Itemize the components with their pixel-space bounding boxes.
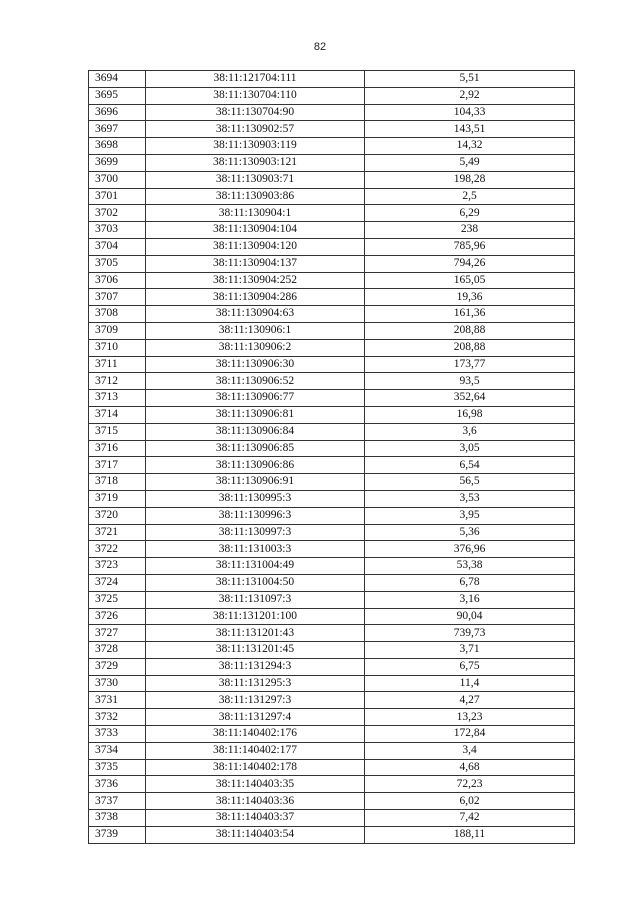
table-row	[89, 289, 575, 306]
cadastral-number-cell: 38:11:140403:37	[146, 810, 365, 827]
area-value-cell: 794,26	[365, 255, 575, 272]
cadastral-number-cell: 38:11:130904:252	[146, 272, 365, 289]
table-row	[89, 675, 575, 692]
cadastral-number-cell: 38:11:130903:86	[146, 188, 365, 205]
row-number-cell: 3699	[89, 154, 146, 171]
area-value-cell: 7,42	[365, 810, 575, 827]
table-row	[89, 104, 575, 121]
area-value-cell: 19,36	[365, 289, 575, 306]
row-number-cell: 3723	[89, 558, 146, 575]
row-number-cell: 3713	[89, 390, 146, 407]
area-value-cell: 104,33	[365, 104, 575, 121]
table-row	[89, 138, 575, 155]
cadastral-number-cell: 38:11:131003:3	[146, 541, 365, 558]
row-number-cell: 3725	[89, 591, 146, 608]
table-row	[89, 759, 575, 776]
cadastral-number-cell: 38:11:131097:3	[146, 591, 365, 608]
area-value-cell: 6,75	[365, 658, 575, 675]
area-value-cell: 376,96	[365, 541, 575, 558]
cadastral-number-cell: 38:11:131201:45	[146, 642, 365, 659]
area-value-cell: 352,64	[365, 390, 575, 407]
row-number-cell: 3729	[89, 658, 146, 675]
row-number-cell: 3736	[89, 776, 146, 793]
cadastral-number-cell: 38:11:140402:177	[146, 742, 365, 759]
area-value-cell: 143,51	[365, 121, 575, 138]
table-row	[89, 390, 575, 407]
area-value-cell: 161,36	[365, 306, 575, 323]
row-number-cell: 3701	[89, 188, 146, 205]
row-number-cell: 3698	[89, 138, 146, 155]
table-row	[89, 423, 575, 440]
row-number-cell: 3720	[89, 507, 146, 524]
cadastral-number-cell: 38:11:130903:121	[146, 154, 365, 171]
table-row	[89, 726, 575, 743]
area-value-cell: 6,54	[365, 457, 575, 474]
cadastral-number-cell: 38:11:131297:4	[146, 709, 365, 726]
area-value-cell: 3,95	[365, 507, 575, 524]
table-row	[89, 507, 575, 524]
table-row	[89, 625, 575, 642]
area-value-cell: 53,38	[365, 558, 575, 575]
cadastral-number-cell: 38:11:130904:137	[146, 255, 365, 272]
cadastral-number-cell: 38:11:130904:286	[146, 289, 365, 306]
table-row	[89, 810, 575, 827]
row-number-cell: 3717	[89, 457, 146, 474]
area-value-cell: 4,68	[365, 759, 575, 776]
area-value-cell: 13,23	[365, 709, 575, 726]
table-row	[89, 222, 575, 239]
table-row	[89, 541, 575, 558]
row-number-cell: 3718	[89, 474, 146, 491]
cadastral-number-cell: 38:11:130906:30	[146, 356, 365, 373]
cadastral-number-cell: 38:11:140403:36	[146, 793, 365, 810]
row-number-cell: 3694	[89, 71, 146, 88]
row-number-cell: 3722	[89, 541, 146, 558]
cadastral-number-cell: 38:11:140403:35	[146, 776, 365, 793]
table-row	[89, 87, 575, 104]
row-number-cell: 3738	[89, 810, 146, 827]
area-value-cell: 5,49	[365, 154, 575, 171]
table-row	[89, 238, 575, 255]
table-row	[89, 71, 575, 88]
table-row	[89, 373, 575, 390]
row-number-cell: 3700	[89, 171, 146, 188]
table-row	[89, 742, 575, 759]
cadastral-number-cell: 38:11:140403:54	[146, 826, 365, 843]
cadastral-number-cell: 38:11:131297:3	[146, 692, 365, 709]
cadastral-number-cell: 38:11:131201:100	[146, 608, 365, 625]
row-number-cell: 3712	[89, 373, 146, 390]
area-value-cell: 172,84	[365, 726, 575, 743]
row-number-cell: 3735	[89, 759, 146, 776]
cadastral-number-cell: 38:11:121704:111	[146, 71, 365, 88]
row-number-cell: 3695	[89, 87, 146, 104]
area-value-cell: 2,92	[365, 87, 575, 104]
table-row	[89, 776, 575, 793]
cadastral-number-cell: 38:11:130906:52	[146, 373, 365, 390]
cadastral-table	[88, 70, 575, 844]
area-value-cell: 2,5	[365, 188, 575, 205]
table-row	[89, 440, 575, 457]
area-value-cell: 6,02	[365, 793, 575, 810]
area-value-cell: 739,73	[365, 625, 575, 642]
table-row	[89, 608, 575, 625]
area-value-cell: 6,78	[365, 574, 575, 591]
cadastral-number-cell: 38:11:131294:3	[146, 658, 365, 675]
cadastral-number-cell: 38:11:130904:63	[146, 306, 365, 323]
row-number-cell: 3737	[89, 793, 146, 810]
cadastral-number-cell: 38:11:130906:85	[146, 440, 365, 457]
row-number-cell: 3728	[89, 642, 146, 659]
area-value-cell: 72,23	[365, 776, 575, 793]
row-number-cell: 3706	[89, 272, 146, 289]
area-value-cell: 16,98	[365, 406, 575, 423]
cadastral-number-cell: 38:11:140402:178	[146, 759, 365, 776]
table-row	[89, 188, 575, 205]
cadastral-number-cell: 38:11:140402:176	[146, 726, 365, 743]
cadastral-number-cell: 38:11:130904:1	[146, 205, 365, 222]
row-number-cell: 3726	[89, 608, 146, 625]
row-number-cell: 3732	[89, 709, 146, 726]
area-value-cell: 785,96	[365, 238, 575, 255]
cadastral-number-cell: 38:11:130906:1	[146, 322, 365, 339]
cadastral-number-cell: 38:11:130906:81	[146, 406, 365, 423]
row-number-cell: 3724	[89, 574, 146, 591]
area-value-cell: 4,27	[365, 692, 575, 709]
table-row	[89, 826, 575, 843]
table-row	[89, 205, 575, 222]
row-number-cell: 3730	[89, 675, 146, 692]
row-number-cell: 3707	[89, 289, 146, 306]
table-row	[89, 642, 575, 659]
area-value-cell: 56,5	[365, 474, 575, 491]
table-row	[89, 457, 575, 474]
table-row	[89, 474, 575, 491]
cadastral-number-cell: 38:11:130903:71	[146, 171, 365, 188]
row-number-cell: 3714	[89, 406, 146, 423]
area-value-cell: 11,4	[365, 675, 575, 692]
cadastral-number-cell: 38:11:130906:2	[146, 339, 365, 356]
table-row	[89, 255, 575, 272]
area-value-cell: 6,29	[365, 205, 575, 222]
area-value-cell: 208,88	[365, 339, 575, 356]
row-number-cell: 3711	[89, 356, 146, 373]
table-row	[89, 709, 575, 726]
area-value-cell: 3,05	[365, 440, 575, 457]
row-number-cell: 3710	[89, 339, 146, 356]
table-row	[89, 558, 575, 575]
area-value-cell: 188,11	[365, 826, 575, 843]
cadastral-number-cell: 38:11:131004:49	[146, 558, 365, 575]
row-number-cell: 3721	[89, 524, 146, 541]
row-number-cell: 3719	[89, 490, 146, 507]
cadastral-number-cell: 38:11:130902:57	[146, 121, 365, 138]
area-value-cell: 3,71	[365, 642, 575, 659]
row-number-cell: 3727	[89, 625, 146, 642]
table-body	[89, 71, 575, 844]
table-row	[89, 406, 575, 423]
row-number-cell: 3709	[89, 322, 146, 339]
area-value-cell: 93,5	[365, 373, 575, 390]
row-number-cell: 3733	[89, 726, 146, 743]
cadastral-number-cell: 38:11:130906:86	[146, 457, 365, 474]
area-value-cell: 5,51	[365, 71, 575, 88]
table-row	[89, 171, 575, 188]
page-number: 82	[313, 41, 327, 53]
cadastral-number-cell: 38:11:130704:90	[146, 104, 365, 121]
table-row	[89, 306, 575, 323]
table-row	[89, 272, 575, 289]
row-number-cell: 3734	[89, 742, 146, 759]
cadastral-number-cell: 38:11:131004:50	[146, 574, 365, 591]
table-row	[89, 490, 575, 507]
row-number-cell: 3702	[89, 205, 146, 222]
area-value-cell: 165,05	[365, 272, 575, 289]
row-number-cell: 3739	[89, 826, 146, 843]
cadastral-number-cell: 38:11:130906:91	[146, 474, 365, 491]
cadastral-number-cell: 38:11:130904:120	[146, 238, 365, 255]
table-row	[89, 793, 575, 810]
area-value-cell: 3,6	[365, 423, 575, 440]
cadastral-number-cell: 38:11:130704:110	[146, 87, 365, 104]
cadastral-number-cell: 38:11:130995:3	[146, 490, 365, 507]
table-row	[89, 574, 575, 591]
table-row	[89, 591, 575, 608]
cadastral-number-cell: 38:11:130903:119	[146, 138, 365, 155]
row-number-cell: 3708	[89, 306, 146, 323]
cadastral-number-cell: 38:11:131201:43	[146, 625, 365, 642]
area-value-cell: 208,88	[365, 322, 575, 339]
cadastral-number-cell: 38:11:130997:3	[146, 524, 365, 541]
table-row	[89, 339, 575, 356]
table-row	[89, 356, 575, 373]
table-row	[89, 121, 575, 138]
area-value-cell: 3,4	[365, 742, 575, 759]
table-row	[89, 658, 575, 675]
cadastral-number-cell: 38:11:130996:3	[146, 507, 365, 524]
area-value-cell: 238	[365, 222, 575, 239]
table-row	[89, 692, 575, 709]
row-number-cell: 3696	[89, 104, 146, 121]
area-value-cell: 5,36	[365, 524, 575, 541]
area-value-cell: 3,16	[365, 591, 575, 608]
row-number-cell: 3715	[89, 423, 146, 440]
cadastral-number-cell: 38:11:130906:84	[146, 423, 365, 440]
cadastral-number-cell: 38:11:131295:3	[146, 675, 365, 692]
row-number-cell: 3704	[89, 238, 146, 255]
area-value-cell: 14,32	[365, 138, 575, 155]
cadastral-number-cell: 38:11:130906:77	[146, 390, 365, 407]
table-row	[89, 154, 575, 171]
area-value-cell: 90,04	[365, 608, 575, 625]
area-value-cell: 198,28	[365, 171, 575, 188]
cadastral-number-cell: 38:11:130904:104	[146, 222, 365, 239]
table-row	[89, 322, 575, 339]
row-number-cell: 3705	[89, 255, 146, 272]
area-value-cell: 173,77	[365, 356, 575, 373]
row-number-cell: 3697	[89, 121, 146, 138]
row-number-cell: 3716	[89, 440, 146, 457]
area-value-cell: 3,53	[365, 490, 575, 507]
row-number-cell: 3703	[89, 222, 146, 239]
row-number-cell: 3731	[89, 692, 146, 709]
table-row	[89, 524, 575, 541]
